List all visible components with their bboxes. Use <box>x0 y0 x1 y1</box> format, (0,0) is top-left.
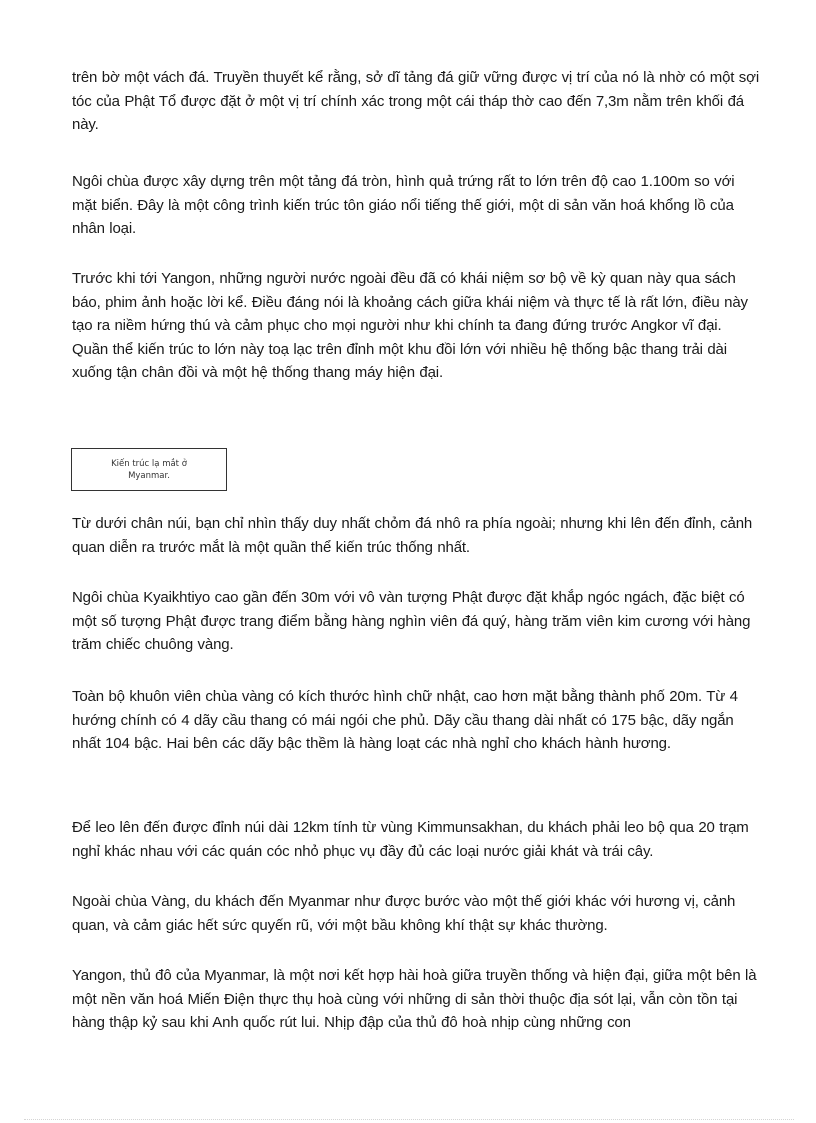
paragraph-myanmar-world: Ngoài chùa Vàng, du khách đến Myanmar như được bước vào một thế giới khác với hương vị, cảnh quan, và cảm giác hết sức quyến rũ, với một bầu không khí thật sự khác thường. <box>72 893 736 934</box>
paragraph-yangon: Yangon, thủ đô của Myanmar, là một nơi kết hợp hài hoà giữa truyền thống và hiện đại, giữa một bên là một nền văn hoá Miến Điện thực thụ hoà cùng với những di sản thời thuộc địa sót lại, vẫn còn tồn tại hàng thập kỷ sau khi Anh quốc rút lui. Nhịp đập của thủ đô hoà nhịp cùng những con <box>72 967 757 1031</box>
paragraph-rock-legend: trên bờ một vách đá. Truyền thuyết kể rằng, sở dĩ tảng đá giữ vững được vị trí của nó là nhờ có một sợi tóc của Phật Tổ được đặt ở một vị trí chính xác trong một cái tháp thờ cao đến 7,3m nằm trên khối đá này. <box>72 69 760 133</box>
paragraph-pagoda-location: Ngôi chùa được xây dựng trên một tảng đá tròn, hình quả trứng rất to lớn trên độ cao 1.100m so với mặt biển. Đây là một công trình kiến trúc tôn giáo nổi tiếng thế giới, một di sản văn hoá khổng lồ của nhân loại. <box>72 173 735 237</box>
paragraph-temple-grounds: Toàn bộ khuôn viên chùa vàng có kích thước hình chữ nhật, cao hơn mặt bằng thành phố 20m. Từ 4 hướng chính có 4 dãy cầu thang có mái ngói che phủ. Dãy cầu thang dài nhất có 175 bậc, dãy ngắn nhất 104 bậc. Hai bên các dãy bậc thềm là hàng loạt các nhà nghỉ cho khách hành hương. <box>72 688 738 752</box>
image-caption: Kiến trúc lạ mắt ở Myanmar. <box>111 458 187 481</box>
page-bottom-divider <box>24 1119 794 1120</box>
image-caption-box <box>71 448 227 491</box>
paragraph-mountain-view: Từ dưới chân núi, bạn chỉ nhìn thấy duy nhất chỏm đá nhô ra phía ngoài; nhưng khi lên đến đỉnh, cảnh quan diễn ra trước mắt là một quần thể kiến trúc thống nhất. <box>72 515 753 556</box>
paragraph-kyaikhtiyo: Ngôi chùa Kyaikhtiyo cao gần đến 30m với vô vàn tượng Phật được đặt khắp ngóc ngách, đặc biệt có một số tượng Phật được trang điểm bằng hàng nghìn viên đá quý, hàng trăm viên kim cương với hàng trăm chiếc chuông vàng. <box>72 589 751 653</box>
paragraph-climb: Để leo lên đến được đỉnh núi dài 12km tính từ vùng Kimmunsakhan, du khách phải leo bộ qua 20 trạm nghỉ khác nhau với các quán cóc nhỏ phục vụ đầy đủ các loại nước giải khát và trái cây. <box>72 819 749 860</box>
paragraph-before-yangon: Trước khi tới Yangon, những người nước ngoài đều đã có khái niệm sơ bộ về kỳ quan này qua sách báo, phim ảnh hoặc lời kể. Điều đáng nói là khoảng cách giữa khái niệm và thực tế là rất lớn, điều này tạo ra niềm hứng thú và cảm phục cho mọi người như khi chính ta đang đứng trước Angkor vĩ đại. Quần thể kiến trúc to lớn này toạ lạc trên đỉnh một khu đồi lớn với nhiều hệ thống bậc thang trải dài xuống tận chân đồi và một hệ thống thang máy hiện đại. <box>72 270 748 381</box>
